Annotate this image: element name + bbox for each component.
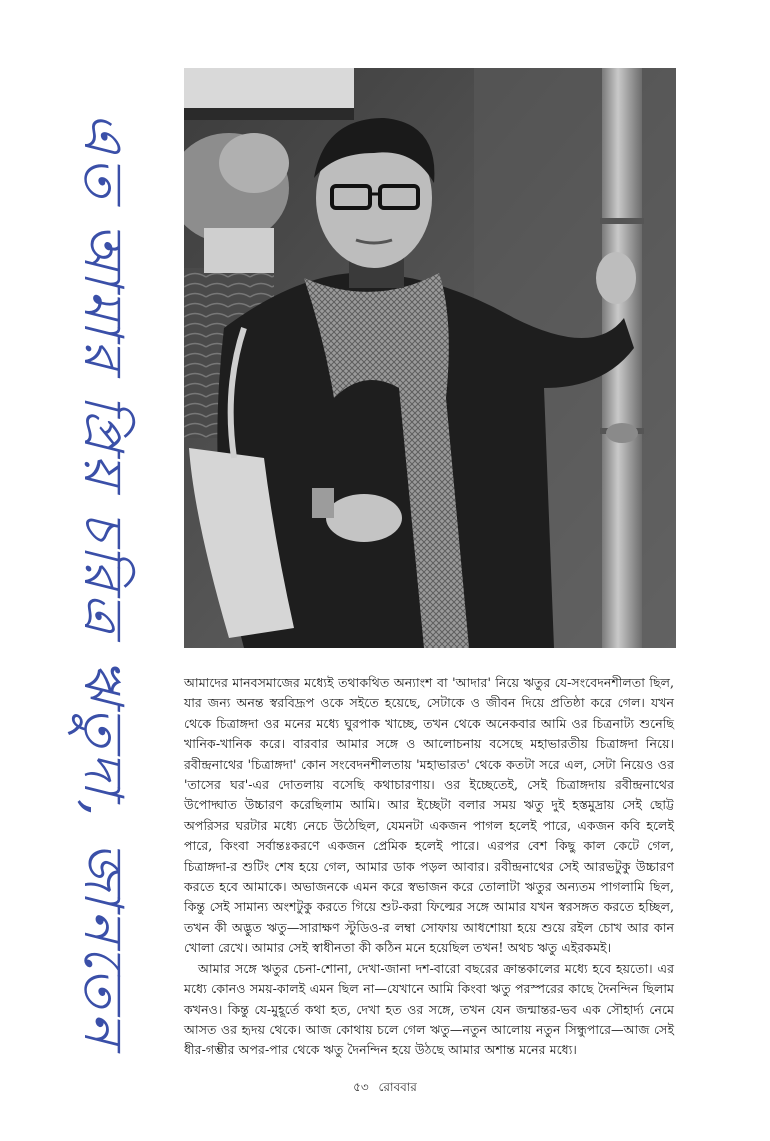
page-number: ৫৩ [353, 1080, 369, 1094]
article-paragraph-1: আমাদের মানবসমাজের মধ্যেই তথাকথিত অন্যাংশ বা 'আদার' নিয়ে ঋতুর যে-সংবেদনশীলতা ছিল, যার জন্য অনন্ত স্বরবিদ্রূপ ওকে সইতে হয়েছে, সেটাকে ও জীবন দিয়ে প্রতিষ্ঠা করে গেল। যখন থেকে চিত্রাঙ্গদা ওর মনের মধ্যে ঘুরপাক খাচ্ছে, তখন থেকে অনেকবার আমি ওর চিত্রনাট্য শুনেছি খানিক-খানিক করে। বারবার আমার সঙ্গে ও আলোচনায় বসেছে মহাভারতীয় চিত্রাঙ্গদা নিয়ে। রবীন্দ্রনাথের 'চিত্রাঙ্গদা' কোন সংবেদনশীলতায় 'মহাভারত' থেকে কতটা সরে এল, সেটা নিয়েও ওর 'তাসের ঘর'-এর দোতলায় বসেছি কথাচারণায়। ওর ইচ্ছেতেই, সেই চিত্রাঙ্গদায় রবীন্দ্রনাথের উপোদ্ঘাত উচ্চারণ করেছিলাম আমি। আর ইচ্ছেটা বলার সময় ঋতু দুই হস্তমুদ্রায় সেই ছোট্ট অপরিসর ঘরটার মধ্যে নেচে উঠেছিল, যেমনটা একজন পাগল হলেই পারে, একজন কবি হলেই পারে, কিংবা সর্বান্তঃকরণে একজন প্রেমিক হলেই পারে। এরপর বেশ কিছু কাল কেটে গেল, চিত্রাঙ্গদা-র শুটিং শেষ হয়ে গেল, আমার ডাক পড়ল আবার। রবীন্দ্রনাথের সেই আরভটুকু উচ্চারণ করতে হবে আমাকে। অভাজনকে এমন করে স্বভাজন করে তোলাটা ঋতুর অন্যতম পাগলামি ছিল, কিন্তু সেই সামান্য অংশটুকু করতে গিয়ে শুট-করা ফিল্মের সঙ্গে আমার যখন স্বরসঙ্গত করতে হচ্ছিল, তখন কী অদ্ভুত ঋতু—সারাক্ষণ স্টুডিও-র লম্বা সোফায় আধশোয়া হয়ে শুয়ে রইল চোখ আর কান খোলা রেখে। আমার সেই স্বাধীনতা কী কঠিন মনে হয়েছিল তখন! অথচ ঋতু এইরকমই। [184, 675, 675, 956]
article-paragraph-2: আমার সঙ্গে ঋতুর চেনা-শোনা, দেখা-জানা দশ-বারো বছরের ক্রান্তকালের মধ্যে হবে হয়তো। এর মধ্যে কোনও সময়-কালই এমন ছিল না—যেখানে আমি কিংবা ঋতু পরস্পরের কাছে দৈনন্দিন ছিলাম কখনও। কিন্তু যে-মুহূর্তে কথা হত, দেখা হত ওর সঙ্গে, তখন যেন জন্মান্তর-ভব এক সৌহার্দ্য নেমে আসত ওর হৃদয় থেকে। আজ কোথায় চলে গেল ঋতু—নতুন আলোয় নতুন সিন্ধুপারে—আজ সেই ধীর-গম্ভীর অপর-পার থেকে ঋতু দৈনন্দিন হয়ে উঠছে আমার অশান্ত মনের মধ্যে। [184, 960, 674, 1058]
page-footer [0, 1079, 770, 1099]
article-body [184, 673, 674, 1061]
portrait-illustration [184, 68, 676, 648]
handwritten-title [48, 80, 158, 1080]
magazine-name: রোববার [378, 1080, 417, 1094]
portrait-photo [184, 68, 676, 648]
handwritten-title-text: এত আমার প্রিয় চরিত্র ঋতুদা, জানতেন [72, 111, 135, 1049]
